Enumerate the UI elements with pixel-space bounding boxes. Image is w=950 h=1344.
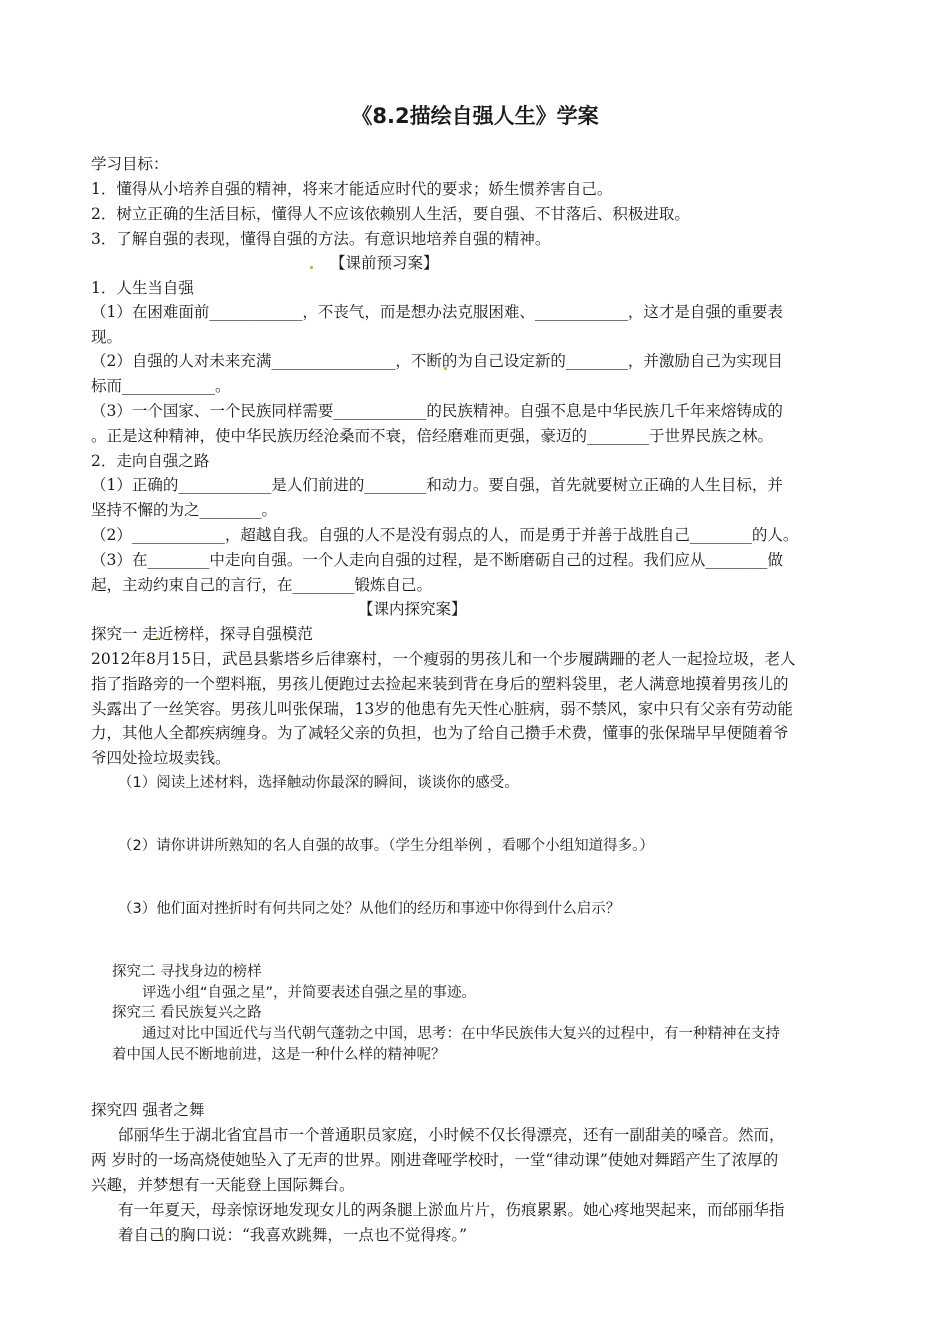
task-line: 评选小组“自强之星”，并简要表述自强之星的事迹。 [142, 985, 477, 1001]
preview-line: 标而____________。 [91, 377, 231, 395]
story-line: 有一年夏天，母亲惊讶地发现女儿的两条腿上淤血片片，伤痕累累。她心疼地哭起来，而邰丽华指 [118, 1201, 785, 1219]
inquiry-part-title: 探究二 寻找身边的榜样 [112, 964, 262, 980]
preview-line: （1）正确的____________是人们前进的________和动力。要自强，首先就要树立正确的人生目标，并 [91, 476, 783, 494]
story-line: 着自己的胸口说：“我喜欢跳舞，一点也不觉得疼。” [118, 1226, 468, 1244]
preview-line: 1．人生当自强 [91, 279, 194, 297]
inquiry-heading: 【课内探究案】 [358, 600, 467, 618]
objective-item: 3．了解自强的表现，懂得自强的方法。有意识地培养自强的精神。 [91, 230, 551, 248]
story-line: 邰丽华生于湖北省宜昌市一个普通职员家庭，小时候不仅长得漂亮，还有一副甜美的嗓音。然而， [118, 1126, 785, 1144]
preview-line: 现。 [91, 328, 123, 346]
task-line: 通过对比中国近代与当代朝气蓬勃之中国，思考：在中华民族伟大复兴的过程中，有一种精神在支持 [142, 1026, 780, 1042]
question-item: （2）请你讲讲所熟知的名人自强的故事。（学生分组举例 ，看哪个小组知道得多。） [118, 838, 654, 854]
preview-heading: 【课前预习案】 [330, 254, 439, 272]
preview-line: （2）____________，超越自我。自强的人不是没有弱点的人，而是勇于并善于战胜自己________的人。 [91, 526, 799, 544]
objectives-heading: 学习目标： [91, 155, 169, 173]
story-line: 两 岁时的一场高烧使她坠入了无声的世界。刚进聋哑学校时，一堂“律动课”使她对舞蹈产生了浓厚的 [91, 1151, 779, 1169]
story-line: 兴趣，并梦想有一天能登上国际舞台。 [91, 1176, 355, 1194]
question-item: （3）他们面对挫折时有何共同之处？从他们的经历和事迹中你得到什么启示？ [118, 901, 621, 917]
preview-line: （3）在________中走向自强。一个人走向自强的过程，是不断磨砺自己的过程。我们应从________做 [91, 551, 783, 569]
preview-line: （2）自强的人对未来充满________________，不断的为自己设定新的________，并激励自己为实现目 [91, 352, 783, 370]
document-title: 《8.2描绘自强人生》学案 [351, 104, 599, 128]
preview-line: 起，主动约束自己的言行，在________锻炼自己。 [91, 576, 433, 594]
story-line: 力，其他人全都疾病缠身。为了减轻父亲的负担，也为了给自己攒手术费，懂事的张保瑞早早便随着爷 [91, 724, 789, 742]
question-item: （1）阅读上述材料，选择触动你最深的瞬间，谈谈你的感受。 [118, 775, 519, 791]
marker-dot [310, 266, 313, 269]
inquiry-part-title: 探究三 看民族复兴之路 [112, 1005, 262, 1021]
task-line: 着中国人民不断地前进，这是一种什么样的精神呢？ [112, 1047, 446, 1063]
story-line: 头露出了一丝笑容。男孩儿叫张保瑞，13岁的他患有先天性心脏病，弱不禁风，家中只有父亲有劳动能 [91, 700, 793, 718]
inquiry-part-title: 探究四 强者之舞 [91, 1101, 205, 1119]
story-line: 2012年8月15日，武邑县紫塔乡后律寨村，一个瘦弱的男孩儿和一个步履蹒跚的老人一起捡垃圾，老人 [91, 650, 796, 668]
inquiry-part-title: 探究一 走近榜样，探寻自强模范 [91, 625, 313, 643]
story-line: 爷四处捡垃圾卖钱。 [91, 749, 231, 767]
preview-line: （3）一个国家、一个民族同样需要____________的民族精神。自强不息是中华民族几千年来熔铸成的 [91, 402, 783, 420]
preview-line: 坚持不懈的为之________。 [91, 501, 278, 519]
objective-item: 2．树立正确的生活目标，懂得人不应该依赖别人生活，要自强、不甘落后、积极进取。 [91, 205, 690, 223]
objective-item: 1．懂得从小培养自强的精神，将来才能适应时代的要求；娇生惯养害自己。 [91, 180, 613, 198]
preview-line: 2．走向自强之路 [91, 452, 210, 470]
preview-line: 。正是这种精神，使中华民族历经沧桑而不衰，倍经磨难而更强，豪迈的________于世界民族之林。 [91, 427, 774, 445]
story-line: 指了指路旁的一个塑料瓶，男孩儿便跑过去捡起来装到背在身后的塑料袋里，老人满意地摸着男孩儿的 [91, 675, 789, 693]
preview-line: （1）在困难面前____________，不丧气，而是想办法克服困难、____________，这才是自强的重要表 [91, 303, 783, 321]
